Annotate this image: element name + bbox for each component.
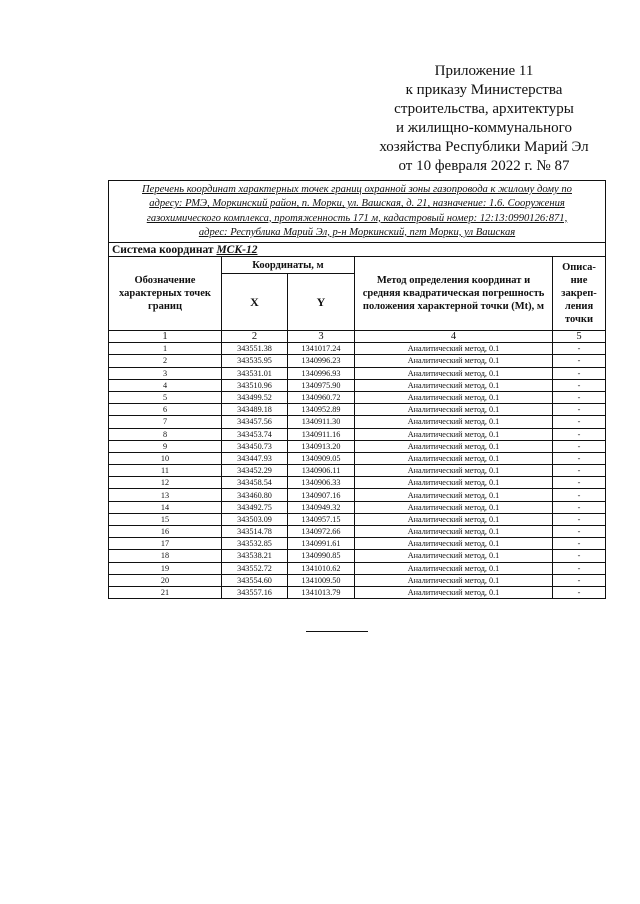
cell-x: 343532.85: [222, 538, 288, 550]
cell-y: 1340996.93: [288, 367, 355, 379]
cell-description: -: [553, 562, 606, 574]
cell-y: 1340952.89: [288, 404, 355, 416]
header-description: Описа-ние закреп-ления точки: [553, 257, 606, 331]
cell-method: Аналитический метод, 0.1: [355, 379, 553, 391]
cell-x: 343460.80: [222, 489, 288, 501]
caption-line: адресу: РМЭ, Моркинский район, п. Морки, ул. Вашская, д. 21, назначение: 1.6. Сооружения: [149, 198, 565, 210]
cell-y: 1340913.20: [288, 440, 355, 452]
caption-line: адрес: Республика Марий Эл, р-н Моркинский, пгт Морки, ул Вашская: [198, 226, 516, 238]
cell-point: 5: [109, 391, 222, 403]
cell-point: 4: [109, 379, 222, 391]
cell-description: -: [553, 404, 606, 416]
coordinates-body: [109, 343, 606, 599]
cell-x: 343452.29: [222, 465, 288, 477]
coordinate-system-row: [109, 243, 606, 257]
cell-point: 15: [109, 513, 222, 525]
table-row: [109, 416, 606, 428]
cell-method: Аналитический метод, 0.1: [355, 416, 553, 428]
cell-x: 343499.52: [222, 391, 288, 403]
cell-method: Аналитический метод, 0.1: [355, 538, 553, 550]
cell-description: -: [553, 416, 606, 428]
cell-x: 343557.16: [222, 586, 288, 598]
cell-point: 11: [109, 465, 222, 477]
cell-method: Аналитический метод, 0.1: [355, 489, 553, 501]
cell-description: -: [553, 586, 606, 598]
cell-method: Аналитический метод, 0.1: [355, 452, 553, 464]
cell-x: 343531.01: [222, 367, 288, 379]
cell-method: Аналитический метод, 0.1: [355, 465, 553, 477]
cell-method: Аналитический метод, 0.1: [355, 562, 553, 574]
cell-x: 343554.60: [222, 574, 288, 586]
cell-x: 343489.18: [222, 404, 288, 416]
cell-description: -: [553, 538, 606, 550]
cell-description: -: [553, 367, 606, 379]
cell-point: 7: [109, 416, 222, 428]
cell-y: 1340972.66: [288, 526, 355, 538]
cell-y: 1340907.16: [288, 489, 355, 501]
table-caption: [109, 181, 606, 243]
cell-description: -: [553, 513, 606, 525]
cell-description: -: [553, 343, 606, 355]
cell-y: 1340957.15: [288, 513, 355, 525]
cell-point: 6: [109, 404, 222, 416]
cell-y: 1341010.62: [288, 562, 355, 574]
table-row: [109, 440, 606, 452]
appendix-header: [356, 62, 612, 176]
cell-method: Аналитический метод, 0.1: [355, 343, 553, 355]
cell-description: -: [553, 465, 606, 477]
cell-point: 12: [109, 477, 222, 489]
cell-description: -: [553, 501, 606, 513]
cell-x: 343453.74: [222, 428, 288, 440]
cell-method: Аналитический метод, 0.1: [355, 501, 553, 513]
cell-description: -: [553, 379, 606, 391]
cell-method: Аналитический метод, 0.1: [355, 391, 553, 403]
cell-y: 1341017.24: [288, 343, 355, 355]
cell-method: Аналитический метод, 0.1: [355, 513, 553, 525]
table-row: [109, 586, 606, 598]
cell-description: -: [553, 440, 606, 452]
table-row: [109, 367, 606, 379]
header-coordinates: Координаты, м: [222, 257, 355, 274]
header-x: X: [222, 274, 288, 331]
cell-y: 1340991.61: [288, 538, 355, 550]
cell-point: 3: [109, 367, 222, 379]
column-numbers-row: [109, 331, 606, 343]
cell-method: Аналитический метод, 0.1: [355, 477, 553, 489]
cell-point: 21: [109, 586, 222, 598]
coordinate-system-label: Система координат: [112, 243, 217, 256]
column-number: 4: [355, 331, 553, 343]
cell-description: -: [553, 477, 606, 489]
cell-y: 1341009.50: [288, 574, 355, 586]
cell-point: 16: [109, 526, 222, 538]
coordinate-system-value: МСК-12: [216, 243, 258, 256]
cell-description: -: [553, 526, 606, 538]
cell-method: Аналитический метод, 0.1: [355, 355, 553, 367]
appendix-line: хозяйства Республики Марий Эл: [379, 139, 589, 155]
cell-method: Аналитический метод, 0.1: [355, 440, 553, 452]
table-row: [109, 379, 606, 391]
cell-x: 343551.38: [222, 343, 288, 355]
cell-point: 20: [109, 574, 222, 586]
table-row: [109, 550, 606, 562]
cell-y: 1341013.79: [288, 586, 355, 598]
table-row: [109, 562, 606, 574]
cell-method: Аналитический метод, 0.1: [355, 367, 553, 379]
header-point: Обозначение характерных точек границ: [109, 257, 222, 331]
cell-x: 343535.95: [222, 355, 288, 367]
column-number: 2: [222, 331, 288, 343]
cell-y: 1340960.72: [288, 391, 355, 403]
table-row: [109, 501, 606, 513]
cell-point: 18: [109, 550, 222, 562]
table-row: [109, 477, 606, 489]
cell-point: 19: [109, 562, 222, 574]
cell-x: 343450.73: [222, 440, 288, 452]
cell-y: 1340996.23: [288, 355, 355, 367]
cell-method: Аналитический метод, 0.1: [355, 586, 553, 598]
cell-y: 1340911.16: [288, 428, 355, 440]
column-number: 5: [553, 331, 606, 343]
cell-point: 1: [109, 343, 222, 355]
cell-y: 1340911.30: [288, 416, 355, 428]
cell-description: -: [553, 489, 606, 501]
cell-point: 8: [109, 428, 222, 440]
cell-y: 1340990.85: [288, 550, 355, 562]
appendix-line: и жилищно-коммунального: [396, 120, 572, 136]
cell-description: -: [553, 574, 606, 586]
cell-x: 343447.93: [222, 452, 288, 464]
caption-line: газохимического комплекса, протяженность 171 м, кадастровый номер: 12:13:0990126:871,: [146, 212, 568, 224]
cell-point: 10: [109, 452, 222, 464]
table-row: [109, 526, 606, 538]
table-row: [109, 404, 606, 416]
table-row: [109, 465, 606, 477]
cell-x: 343458.54: [222, 477, 288, 489]
table-row: [109, 355, 606, 367]
cell-x: 343457.56: [222, 416, 288, 428]
cell-y: 1340975.90: [288, 379, 355, 391]
header-y: Y: [288, 274, 355, 331]
cell-y: 1340909.05: [288, 452, 355, 464]
header-method: Метод определения координат и средняя квадратическая погрешность положения характерной точки (Mt), м: [355, 257, 553, 331]
cell-point: 14: [109, 501, 222, 513]
column-number: 1: [109, 331, 222, 343]
caption-line: Перечень координат характерных точек границ охранной зоны газопровода к жилому дому по: [142, 184, 572, 195]
cell-point: 9: [109, 440, 222, 452]
table-row: [109, 538, 606, 550]
table-row: [109, 452, 606, 464]
cell-description: -: [553, 391, 606, 403]
appendix-line: строительства, архитектуры: [394, 101, 574, 117]
cell-x: 343538.21: [222, 550, 288, 562]
cell-method: Аналитический метод, 0.1: [355, 550, 553, 562]
cell-x: 343552.72: [222, 562, 288, 574]
cell-method: Аналитический метод, 0.1: [355, 574, 553, 586]
table-row: [109, 391, 606, 403]
table-row: [109, 513, 606, 525]
cell-x: 343492.75: [222, 501, 288, 513]
cell-description: -: [553, 452, 606, 464]
table-row: [109, 489, 606, 501]
cell-description: -: [553, 428, 606, 440]
cell-x: 343503.09: [222, 513, 288, 525]
column-number: 3: [288, 331, 355, 343]
cell-y: 1340906.11: [288, 465, 355, 477]
cell-method: Аналитический метод, 0.1: [355, 526, 553, 538]
divider-line: [306, 631, 368, 632]
cell-method: Аналитический метод, 0.1: [355, 404, 553, 416]
cell-y: 1340906.33: [288, 477, 355, 489]
cell-description: -: [553, 550, 606, 562]
cell-point: 17: [109, 538, 222, 550]
appendix-line: Приложение 11: [434, 63, 534, 79]
table-row: [109, 343, 606, 355]
table-row: [109, 428, 606, 440]
cell-x: 343514.78: [222, 526, 288, 538]
cell-x: 343510.96: [222, 379, 288, 391]
appendix-line: к приказу Министерства: [405, 82, 563, 98]
cell-point: 13: [109, 489, 222, 501]
table-row: [109, 574, 606, 586]
cell-point: 2: [109, 355, 222, 367]
coordinates-table: [108, 180, 606, 599]
cell-method: Аналитический метод, 0.1: [355, 428, 553, 440]
cell-description: -: [553, 355, 606, 367]
cell-y: 1340949.32: [288, 501, 355, 513]
appendix-line: от 10 февраля 2022 г. № 87: [398, 158, 570, 174]
